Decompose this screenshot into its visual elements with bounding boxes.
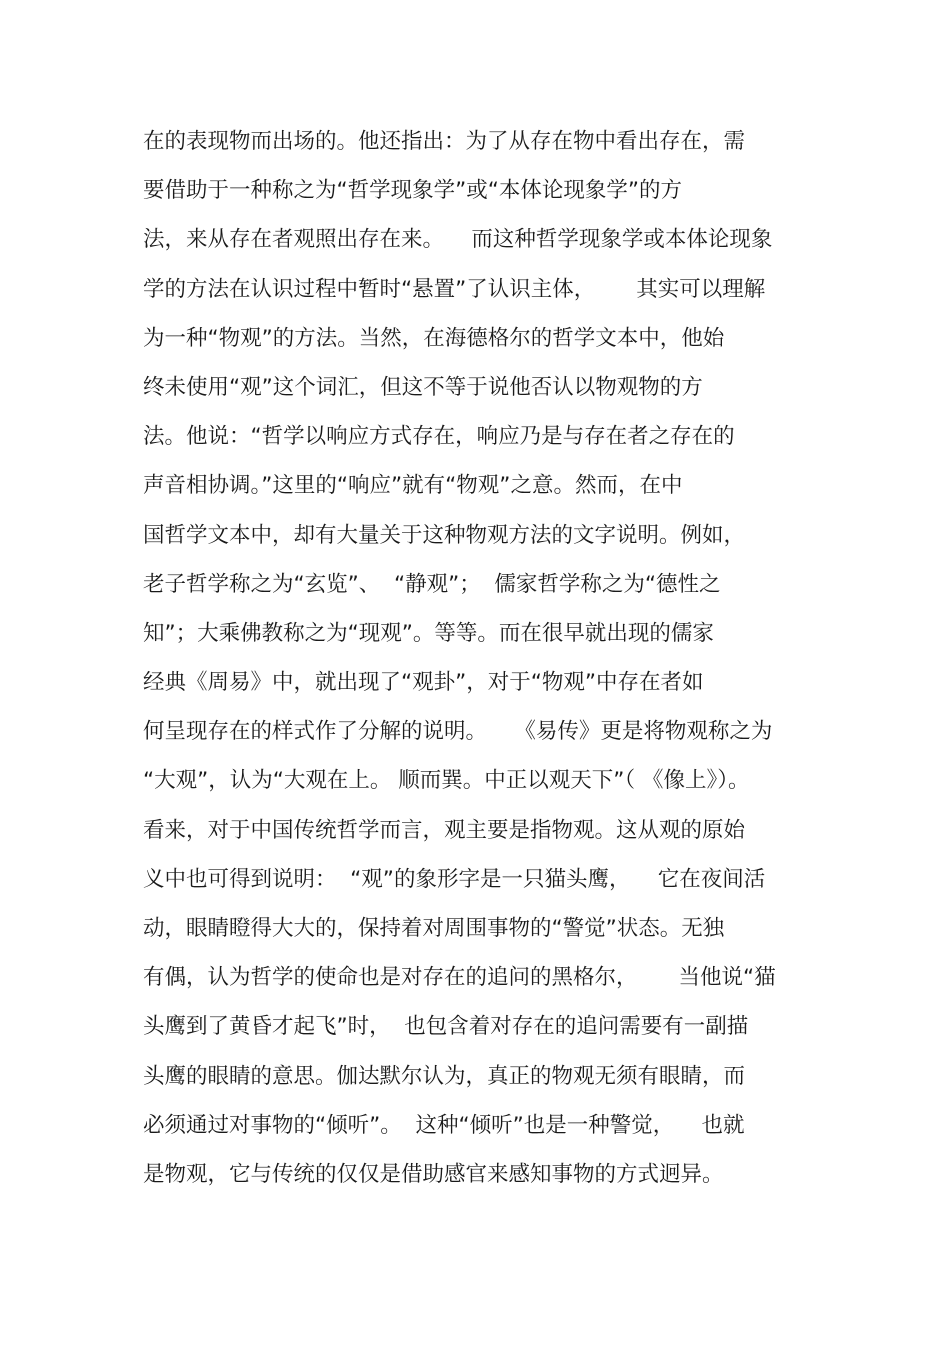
text-line: 要借助于一种称之为“哲学现象学”或“本体论现象学”的方 bbox=[143, 178, 683, 204]
text-line: 动，眼睛瞪得大大的，保持着对周围事物的“警觉”状态。无独 bbox=[143, 916, 725, 941]
text-line: 终未使用“观”这个词汇，但这不等于说他否认以物观物的方 bbox=[143, 374, 703, 400]
text-line: 有偶，认为哲学的使命也是对存在的追问的黑格尔， 当他说“猫 bbox=[143, 965, 776, 991]
text-line: 学的方法在认识过程中暂时“悬置”了认识主体， 其实可以理解 bbox=[143, 276, 766, 302]
text-line: 法。他说：“哲学以响应方式存在，响应乃是与存在者之存在的 bbox=[143, 424, 735, 450]
text-line: 声音相协调。”这里的“响应”就有“物观”之意。然而，在中 bbox=[143, 473, 683, 499]
text-line: 法，来从存在者观照出存在来。 而这种哲学现象学或本体论现象 bbox=[143, 227, 773, 253]
text-line: 义中也可得到说明： “观”的象形字是一只猫头鹰， 它在夜间活 bbox=[143, 866, 766, 892]
text-line: 是物观，它与传统的仅仅是借助感官来感知事物的方式迥异。 bbox=[143, 1161, 724, 1187]
text-line: 必须通过对事物的“倾听”。 这种“倾听”也是一种警觉， 也就 bbox=[143, 1112, 745, 1138]
text-line: 看来，对于中国传统哲学而言，观主要是指物观。这从观的原始 bbox=[143, 817, 746, 843]
text-line: 经典《周易》中，就出现了“观卦”，对于“物观”中存在者如 bbox=[143, 670, 704, 696]
text-line: “大观”，认为“大观在上。 顺而巽。中正以观天下”（ 《像上》）。 bbox=[143, 768, 750, 794]
body-text bbox=[143, 122, 823, 1204]
text-line: 知”；大乘佛教称之为“现观”。等等。而在很早就出现的儒家 bbox=[143, 620, 714, 646]
text-line: 国哲学文本中，却有大量关于这种物观方法的文字说明。例如， bbox=[143, 522, 746, 548]
text-line: 在的表现物而出场的。他还指出：为了从存在物中看出存在，需 bbox=[143, 129, 746, 154]
text-line: 头鹰的眼睛的意思。伽达默尔认为，真正的物观无须有眼睛，而 bbox=[143, 1063, 746, 1089]
text-line: 何呈现存在的样式作了分解的说明。 《易传》更是将物观称之为 bbox=[143, 719, 773, 745]
text-line: 头鹰到了黄昏才起飞”时， 也包含着对存在的追问需要有一副描 bbox=[143, 1014, 749, 1040]
text-line: 老子哲学称之为“玄览”、 “静观”； 儒家哲学称之为“德性之 bbox=[143, 571, 721, 597]
text-line: 为一种“物观”的方法。当然，在海德格尔的哲学文本中，他始 bbox=[143, 325, 725, 351]
